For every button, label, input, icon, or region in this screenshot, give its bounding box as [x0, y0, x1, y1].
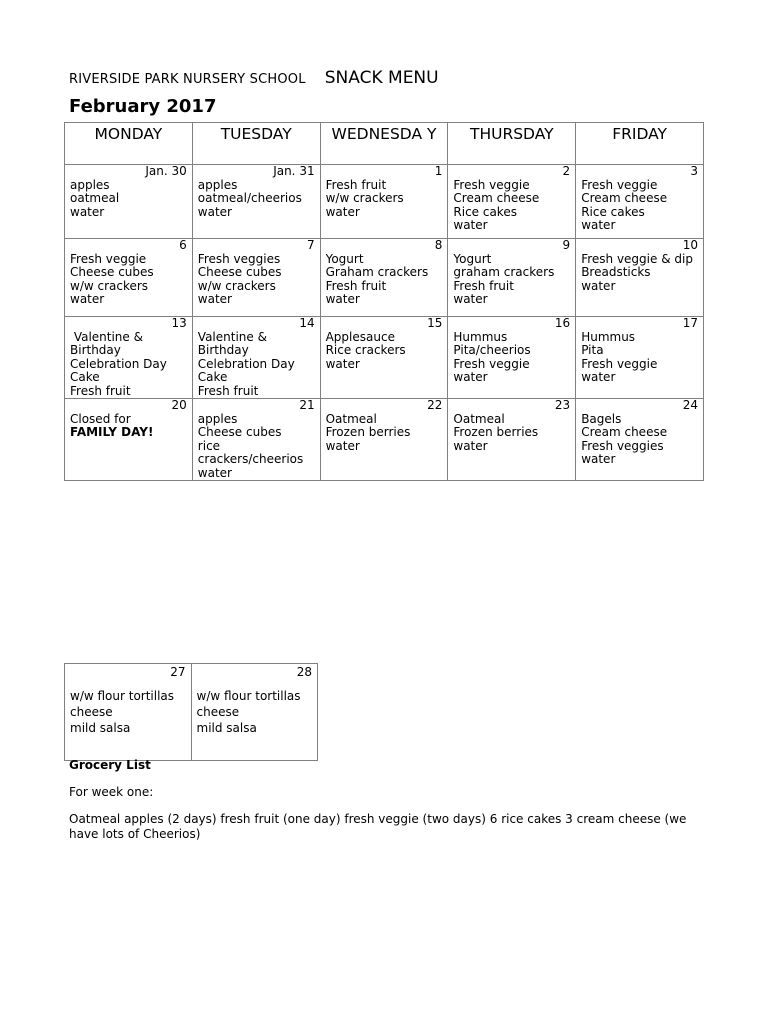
snack-item: cheese	[70, 705, 113, 719]
snack-item: Birthday	[70, 343, 121, 357]
day-number: 27	[170, 665, 186, 679]
snack-items	[70, 331, 187, 399]
day-number: 7	[306, 238, 315, 252]
snack-item: water	[325, 438, 360, 453]
calendar-day-cell	[192, 165, 320, 239]
day-number: 24	[682, 398, 698, 412]
day-number: 23	[554, 398, 571, 412]
snack-item: Pita/cheerios	[453, 343, 531, 357]
snack-item: Fresh veggies	[581, 438, 664, 453]
snack-item: oatmeal	[70, 191, 120, 205]
calendar-day-cell	[448, 239, 576, 317]
day-number: Jan. 31	[273, 164, 315, 178]
snack-items	[198, 331, 315, 399]
snack-item: crackers/cheerios	[197, 452, 304, 466]
calendar-day-cell	[65, 239, 193, 317]
snack-item: mild salsa	[70, 721, 131, 735]
snack-items	[581, 331, 698, 385]
snack-items	[326, 413, 443, 454]
snack-item: oatmeal/cheerios	[197, 191, 302, 205]
snack-item: Birthday	[197, 343, 249, 357]
snack-items	[198, 413, 315, 481]
snack-item: Cream cheese	[581, 425, 668, 439]
snack-items	[326, 331, 443, 372]
snack-item: Fresh veggie	[581, 356, 658, 371]
snack-calendar	[64, 122, 704, 481]
snack-item: apples	[197, 177, 238, 192]
snack-item: Breadsticks	[581, 265, 651, 279]
snack-item: Cheese cubes	[197, 265, 282, 279]
snack-item: Valentine &	[197, 329, 267, 344]
day-number: 22	[427, 398, 443, 412]
calendar-day-cell	[448, 317, 576, 399]
day-number: 20	[171, 398, 187, 412]
snack-item: Cream cheese	[453, 191, 540, 205]
day-number: Jan. 30	[145, 164, 187, 178]
weekday-monday: MONDAY	[65, 123, 193, 165]
snack-item: Fresh fruit	[197, 383, 259, 398]
school-name: RIVERSIDE PARK NURSERY SCHOOL	[69, 72, 306, 87]
snack-item: Rice crackers	[325, 343, 406, 357]
calendar-week-row	[65, 165, 704, 239]
snack-calendar-last-week	[64, 663, 318, 761]
day-number: 16	[554, 316, 571, 330]
snack-item: water	[197, 292, 232, 306]
weekday-wednesday: WEDNESDA Y	[320, 123, 448, 165]
snack-items	[453, 179, 570, 233]
calendar-day-cell	[191, 664, 318, 761]
grocery-section	[69, 758, 709, 842]
calendar-day-cell	[65, 399, 193, 481]
calendar-day-cell	[576, 399, 704, 481]
snack-item: Fresh veggie	[581, 177, 658, 192]
grocery-title: Grocery List	[69, 758, 151, 772]
day-number: 8	[434, 238, 443, 252]
calendar-week-row	[65, 317, 704, 399]
snack-item: Fresh fruit	[325, 177, 387, 192]
snack-items	[197, 688, 313, 736]
snack-item: water	[325, 292, 360, 306]
snack-item: water	[70, 204, 105, 219]
calendar-week-row	[65, 239, 704, 317]
menu-title: SNACK MENU	[324, 68, 439, 88]
grocery-week-label: For week one:	[69, 785, 154, 799]
snack-item: Oatmeal	[453, 411, 505, 426]
snack-items	[581, 413, 698, 467]
snack-item: mild salsa	[196, 721, 257, 735]
snack-items	[198, 179, 315, 220]
snack-item: Rice cakes	[581, 204, 645, 219]
snack-item: Frozen berries	[453, 425, 539, 439]
calendar-day-cell	[320, 317, 448, 399]
day-number: 17	[682, 316, 698, 330]
snack-item: Fresh fruit	[453, 278, 514, 293]
snack-item: Fresh veggie	[453, 177, 530, 192]
snack-item: water	[581, 278, 616, 293]
day-number: 28	[296, 665, 312, 679]
snack-item: water	[453, 370, 488, 384]
snack-item: Fresh veggie	[453, 356, 530, 371]
snack-items	[453, 253, 570, 307]
snack-item: Yogurt	[453, 251, 492, 266]
snack-item: water	[581, 452, 616, 466]
snack-item: Bagels	[581, 411, 622, 426]
snack-item: Frozen berries	[325, 425, 411, 439]
day-number: 9	[562, 238, 571, 252]
weekday-header-row	[65, 123, 704, 165]
calendar-day-cell	[320, 399, 448, 481]
snack-items	[326, 179, 443, 220]
snack-items	[453, 413, 570, 454]
calendar-day-cell	[448, 399, 576, 481]
calendar-week-row	[65, 664, 318, 761]
snack-item: Hummus	[453, 329, 508, 344]
snack-item: apples	[197, 411, 238, 426]
snack-item: Celebration Day	[70, 356, 167, 371]
snack-item: water	[453, 292, 488, 306]
day-number: 2	[562, 164, 571, 178]
snack-item: water	[453, 438, 488, 453]
calendar-day-cell	[320, 165, 448, 239]
day-number: 15	[427, 316, 443, 330]
snack-item: Cheese cubes	[197, 425, 282, 439]
snack-item: Fresh veggie & dip	[581, 251, 693, 266]
day-number: 14	[299, 316, 315, 330]
snack-item: Oatmeal	[325, 411, 377, 426]
snack-item: water	[581, 370, 616, 384]
snack-item: Graham crackers	[325, 265, 429, 279]
snack-item: w/w flour tortillas	[196, 689, 301, 703]
snack-item: Cake	[70, 370, 100, 384]
day-number: 10	[682, 238, 698, 252]
calendar-day-cell	[192, 317, 320, 399]
snack-items	[581, 253, 698, 294]
snack-item: Pita	[581, 343, 604, 357]
calendar-week-row	[65, 399, 704, 481]
snack-item: Closed for	[70, 411, 131, 426]
snack-item: Fresh veggie	[70, 251, 147, 266]
day-number: 6	[179, 238, 187, 252]
snack-items	[70, 179, 187, 220]
weekday-friday: FRIDAY	[576, 123, 704, 165]
snack-item: Yogurt	[325, 251, 364, 266]
snack-items	[198, 253, 315, 307]
day-number: 1	[434, 164, 443, 178]
snack-item: cheese	[196, 705, 240, 719]
snack-item: w/w crackers	[325, 191, 404, 205]
snack-item: Cream cheese	[581, 191, 668, 205]
snack-item: Applesauce	[325, 329, 395, 344]
calendar-day-cell	[192, 399, 320, 481]
document-header	[69, 68, 439, 88]
calendar-day-cell	[65, 165, 193, 239]
snack-item: water	[197, 465, 232, 480]
snack-item: water	[581, 218, 616, 232]
month-title: February 2017	[69, 96, 217, 117]
snack-item: Rice cakes	[453, 204, 517, 219]
day-number: 21	[299, 398, 315, 412]
snack-item: Fresh fruit	[70, 383, 131, 398]
snack-item: Valentine &	[70, 329, 143, 344]
snack-items	[581, 179, 698, 233]
snack-item: water	[325, 356, 360, 371]
snack-item: w/w crackers	[70, 278, 149, 293]
calendar-day-cell	[65, 317, 193, 399]
snack-item: Cheese cubes	[70, 265, 154, 279]
snack-item: Celebration Day	[197, 356, 295, 371]
snack-item: Fresh veggies	[197, 251, 281, 266]
calendar-day-cell	[320, 239, 448, 317]
calendar-day-cell	[65, 664, 192, 761]
weekday-thursday: THURSDAY	[448, 123, 576, 165]
snack-item: apples	[70, 177, 110, 192]
snack-item: w/w crackers	[197, 278, 276, 293]
snack-item: Hummus	[581, 329, 636, 344]
weekday-tuesday: TUESDAY	[192, 123, 320, 165]
snack-item: water	[197, 204, 232, 219]
snack-item: Fresh fruit	[325, 278, 387, 293]
snack-item: w/w flour tortillas	[70, 689, 175, 703]
calendar-day-cell	[192, 239, 320, 317]
snack-item: water	[453, 218, 488, 232]
calendar-day-cell	[576, 165, 704, 239]
grocery-list-text: Oatmeal apples (2 days) fresh fruit (one day) fresh veggie (two days) 6 rice cakes 3 cream cheese (we have lots of Cheerios)	[69, 812, 687, 841]
calendar-day-cell	[448, 165, 576, 239]
snack-item: water	[325, 204, 360, 219]
calendar-day-cell	[576, 317, 704, 399]
snack-items	[70, 253, 187, 307]
day-number: 13	[171, 316, 187, 330]
snack-item: water	[70, 292, 105, 306]
closure-note: FAMILY DAY!	[70, 425, 154, 439]
day-number: 3	[690, 164, 698, 178]
snack-items	[453, 331, 570, 385]
snack-items	[326, 253, 443, 307]
calendar-day-cell	[576, 239, 704, 317]
snack-items	[70, 688, 186, 736]
snack-item: graham crackers	[453, 265, 555, 279]
snack-item: rice	[197, 438, 221, 453]
snack-item: Cake	[197, 370, 228, 384]
snack-items	[70, 413, 187, 440]
